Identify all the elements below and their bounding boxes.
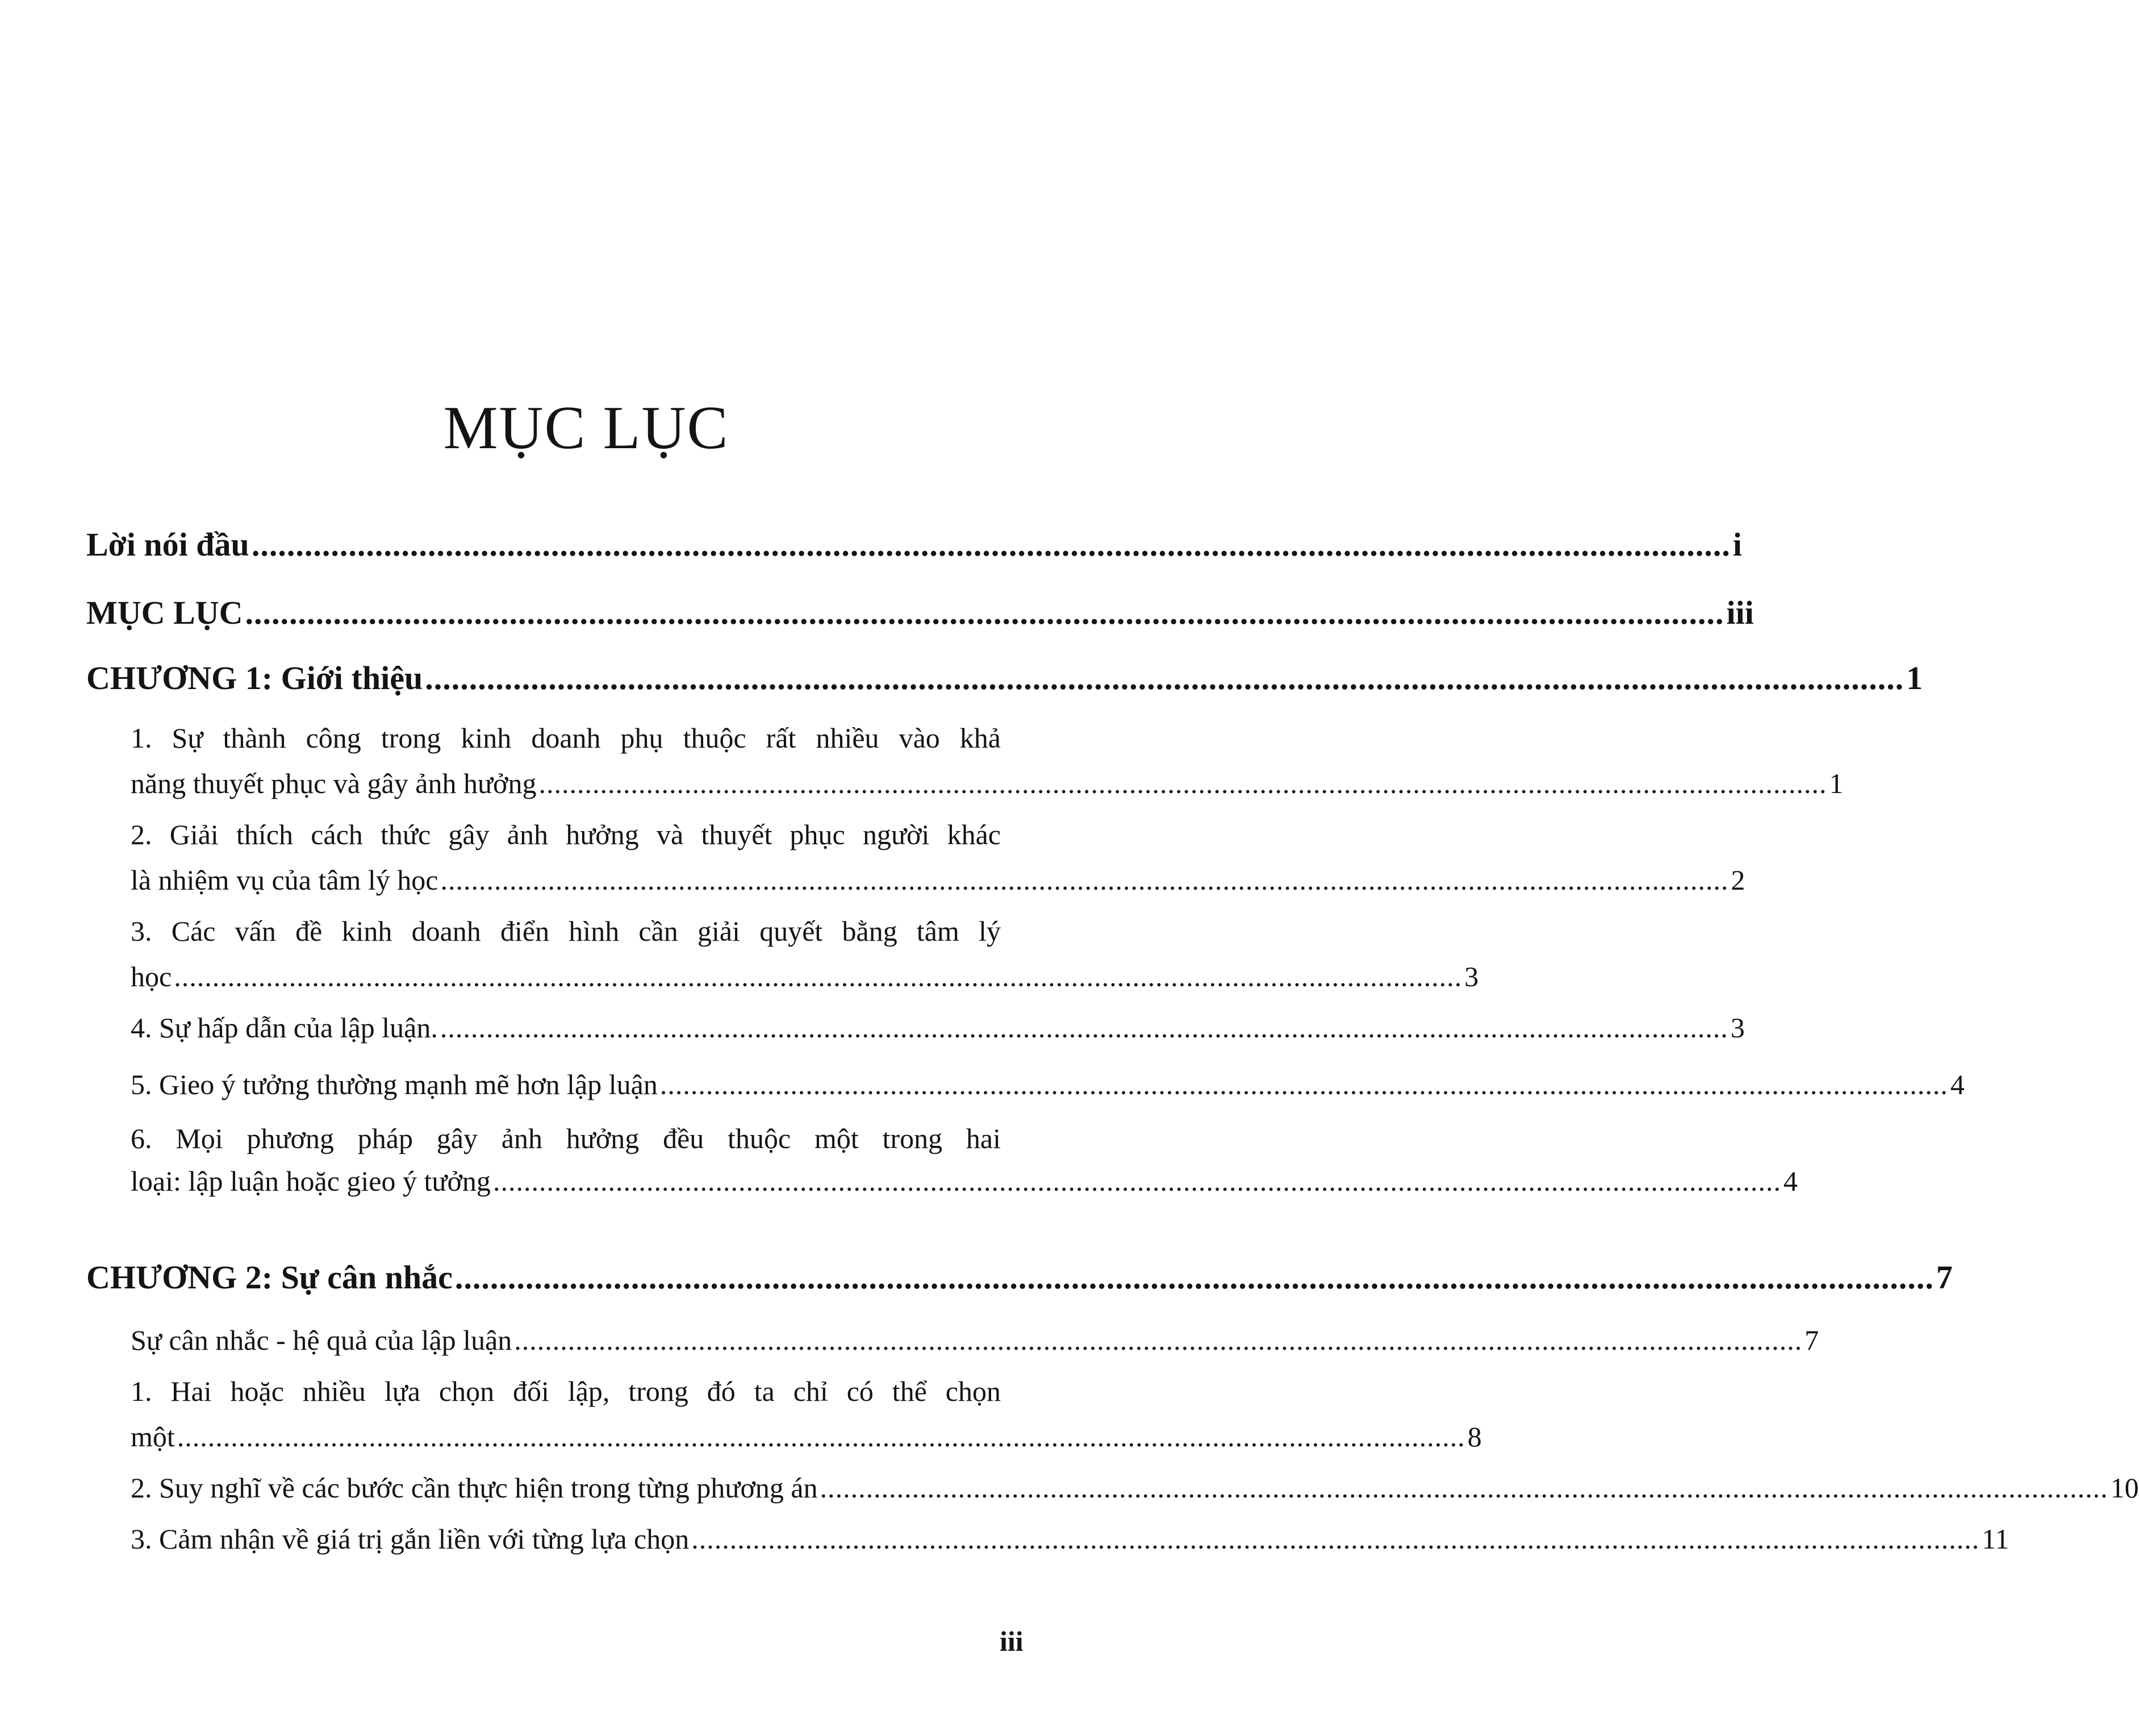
toc-entry-chapter-1[interactable] <box>86 659 1923 697</box>
toc-leader-dots: ........................................................................................................................................................................ <box>538 767 1827 799</box>
toc-entry-1-1[interactable] <box>131 767 1844 800</box>
toc-leader-dots: ........................................................................................................................................................................ <box>514 1324 1803 1356</box>
toc-entry-title: Sự cân nhắc - hệ quả của lập luận <box>131 1324 512 1356</box>
toc-leader-dots: ........................................................................................................................................................................ <box>440 1012 1728 1044</box>
toc-leader-dots: ........................................................................................................................................................................ <box>251 526 1731 563</box>
toc-page-number: 1 <box>1906 660 1923 696</box>
toc-page-number: 3 <box>1730 1012 1745 1044</box>
toc-entry-title: Lời nói đầu <box>86 526 249 563</box>
toc-entry-1-3[interactable] <box>131 960 1479 993</box>
toc-leader-dots: ........................................................................................................................................................................ <box>492 1165 1781 1197</box>
toc-page-number: 4 <box>1950 1069 1965 1100</box>
toc-leader-dots: ........................................................................................................................................................................ <box>691 1523 1980 1555</box>
toc-entry-1-5[interactable] <box>131 1068 1965 1101</box>
toc-entry-title: năng thuyết phục và gây ảnh hưởng <box>131 767 537 799</box>
toc-entry-2-2[interactable] <box>131 1471 2139 1504</box>
toc-entry-title: học <box>131 961 172 992</box>
toc-entry-line[interactable]: 3. Các vấn đề kinh doanh điển hình cần giải quyết bằng tâm lý <box>131 915 1001 947</box>
toc-leader-dots: ........................................................................................................................................................................ <box>425 660 1904 696</box>
toc-entry-title: loại: lập luận hoặc gieo ý tưởng <box>131 1165 491 1197</box>
toc-page-number: 10 <box>2110 1472 2139 1504</box>
toc-entry-title: MỤC LỤC <box>86 594 243 631</box>
toc-page-number: 4 <box>1783 1165 1798 1197</box>
toc-leader-dots: ........................................................................................................................................................................ <box>174 961 1463 992</box>
page-number: iii <box>1000 1625 1023 1657</box>
toc-entry-line[interactable]: 2. Giải thích cách thức gây ảnh hưởng và thuyết phục người khác <box>131 819 1001 850</box>
toc-entry-title: là nhiệm vụ của tâm lý học <box>131 864 438 896</box>
toc-leader-dots: ........................................................................................................................................................................ <box>245 594 1724 631</box>
toc-entry-title: 2. Suy nghĩ về các bước cần thực hiện trong từng phương án <box>131 1472 818 1504</box>
page-title: MỤC LỤC <box>443 394 729 462</box>
toc-entry-line[interactable]: 1. Hai hoặc nhiều lựa chọn đối lập, trong đó ta chỉ có thể chọn <box>131 1375 1001 1407</box>
toc-entry-preface[interactable] <box>86 525 1742 564</box>
toc-page-number: 1 <box>1829 767 1844 799</box>
toc-page-number: 11 <box>1982 1523 2010 1555</box>
toc-leader-dots: ........................................................................................................................................................................ <box>177 1421 1465 1453</box>
toc-page-number: 3 <box>1464 961 1479 992</box>
toc-entry-1-6[interactable] <box>131 1165 1798 1197</box>
toc-page-number: iii <box>1726 594 1754 631</box>
toc-entry-2-0[interactable] <box>131 1324 1819 1357</box>
toc-entry-title: 5. Gieo ý tưởng thường mạnh mẽ hơn lập luận <box>131 1069 658 1100</box>
toc-page-number: 7 <box>1936 1259 1953 1296</box>
toc-leader-dots: ........................................................................................................................................................................ <box>454 1259 1934 1296</box>
toc-entry-1-2[interactable] <box>131 863 1745 896</box>
toc-entry-line[interactable]: 1. Sự thành công trong kinh doanh phụ thuộc rất nhiều vào khả <box>131 722 1001 754</box>
toc-entry-title: 3. Cảm nhận về giá trị gắn liền với từng lựa chọn <box>131 1523 690 1555</box>
toc-page-number: 2 <box>1731 864 1745 896</box>
toc-entry-title: CHƯƠNG 2: Sự cân nhắc <box>86 1259 453 1296</box>
toc-leader-dots: ........................................................................................................................................................................ <box>820 1472 2108 1504</box>
toc-entry-1-4[interactable] <box>131 1011 1745 1044</box>
toc-entry-line[interactable]: 6. Mọi phương pháp gây ảnh hưởng đều thuộc một trong hai <box>131 1122 1001 1154</box>
toc-page-number: 7 <box>1804 1324 1819 1356</box>
toc-page-number: i <box>1732 526 1742 563</box>
toc-leader-dots: ........................................................................................................................................................................ <box>440 864 1729 896</box>
toc-entry-title: một <box>131 1421 175 1453</box>
toc-entry-2-3[interactable] <box>131 1522 2010 1555</box>
toc-entry-title: CHƯƠNG 1: Giới thiệu <box>86 660 423 696</box>
toc-entry-chapter-2[interactable] <box>86 1258 1953 1296</box>
toc-page-number: 8 <box>1467 1421 1482 1453</box>
toc-entry-title: 4. Sự hấp dẫn của lập luận. <box>131 1012 438 1044</box>
toc-leader-dots: ........................................................................................................................................................................ <box>659 1069 1948 1100</box>
toc-entry-contents[interactable] <box>86 594 1754 632</box>
toc-entry-2-1[interactable] <box>131 1420 1482 1453</box>
